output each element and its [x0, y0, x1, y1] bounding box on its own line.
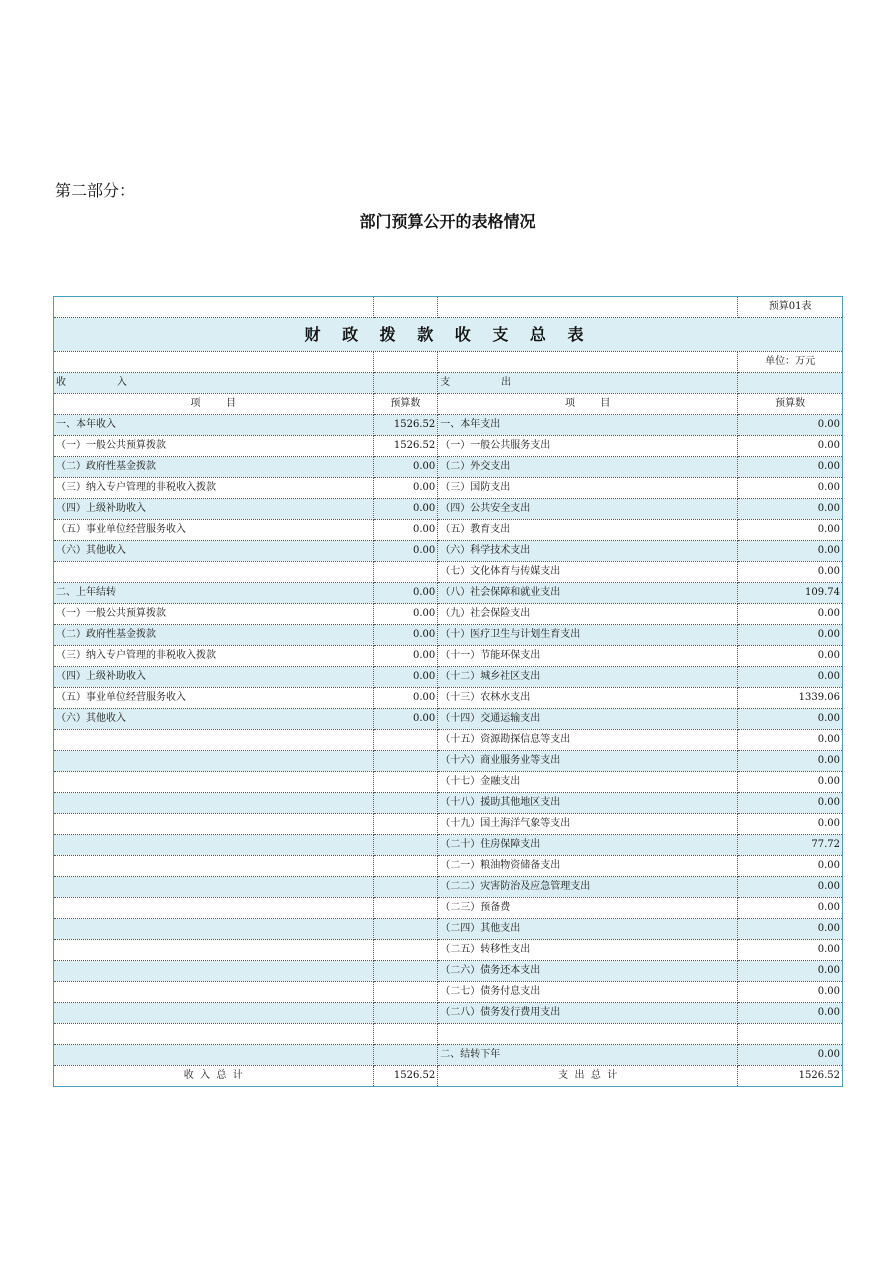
table-row: [54, 604, 843, 625]
expense-item-cell: 二、结转下年: [438, 1045, 738, 1066]
income-budget-cell: 0.00: [373, 604, 438, 625]
income-item-header: 项 目: [54, 394, 374, 415]
income-item-cell: （二）政府性基金拨款: [54, 625, 374, 646]
document-title: 部门预算公开的表格情况: [359, 212, 536, 231]
income-budget-cell: 1526.52: [373, 415, 438, 436]
table-row: [54, 499, 843, 520]
expense-item-cell: （十九）国土海洋气象等支出: [438, 814, 738, 835]
expense-budget-cell: 0.00: [738, 415, 843, 436]
table-row: [54, 940, 843, 961]
expense-budget-cell: 0.00: [738, 772, 843, 793]
income-budget-cell: 0.00: [373, 499, 438, 520]
expense-budget-cell: 109.74: [738, 583, 843, 604]
income-item-cell: （六）其他收入: [54, 541, 374, 562]
expense-budget-cell: 0.00: [738, 814, 843, 835]
income-budget-cell: 0.00: [373, 688, 438, 709]
table-row: [54, 1045, 843, 1066]
table-row: [54, 562, 843, 583]
income-item-cell: [54, 835, 374, 856]
income-budget-cell: [373, 940, 438, 961]
expense-item-cell: （二六）债务还本支出: [438, 961, 738, 982]
income-budget-cell: 0.00: [373, 709, 438, 730]
expense-budget-cell: 0.00: [738, 667, 843, 688]
table-row: [54, 730, 843, 751]
expense-budget-cell: 0.00: [738, 646, 843, 667]
table-row: [54, 982, 843, 1003]
income-item-cell: [54, 982, 374, 1003]
expense-budget-cell: 0.00: [738, 751, 843, 772]
table-row: [54, 856, 843, 877]
income-budget-cell: [373, 961, 438, 982]
expense-budget-cell: 0.00: [738, 436, 843, 457]
income-item-cell: （三）纳入专户管理的非税收入拨款: [54, 646, 374, 667]
table-row: [54, 814, 843, 835]
table-row: [54, 667, 843, 688]
table-row: [54, 772, 843, 793]
income-budget-cell: [373, 919, 438, 940]
expense-item-cell: 一、本年支出: [438, 415, 738, 436]
expense-budget-cell: 0.00: [738, 457, 843, 478]
expense-budget-cell: 0.00: [738, 1003, 843, 1024]
expense-item-cell: （十六）商业服务业等支出: [438, 751, 738, 772]
income-budget-cell: [373, 814, 438, 835]
expense-budget-header: 预算数: [738, 394, 843, 415]
form-number-row: [54, 297, 843, 318]
income-budget-cell: 0.00: [373, 520, 438, 541]
expense-budget-cell: 77.72: [738, 835, 843, 856]
table-row: [54, 1024, 843, 1045]
expense-budget-cell: 0.00: [738, 982, 843, 1003]
total-row: [54, 1066, 843, 1087]
expense-item-cell: （十三）农林水支出: [438, 688, 738, 709]
expense-budget-cell: 0.00: [738, 499, 843, 520]
table-row: [54, 793, 843, 814]
income-item-cell: （三）纳入专户管理的非税收入拨款: [54, 478, 374, 499]
income-item-cell: （五）事业单位经营服务收入: [54, 520, 374, 541]
expense-item-cell: （二四）其他支出: [438, 919, 738, 940]
income-item-cell: （二）政府性基金拨款: [54, 457, 374, 478]
expense-budget-cell: 0.00: [738, 730, 843, 751]
income-budget-cell: [373, 856, 438, 877]
income-item-cell: [54, 940, 374, 961]
expense-budget-cell: 0.00: [738, 709, 843, 730]
table-row: [54, 541, 843, 562]
total-expense-value: 1526.52: [738, 1066, 843, 1087]
expense-item-cell: （十五）资源勘探信息等支出: [438, 730, 738, 751]
unit-label: 单位：万元: [738, 352, 843, 373]
table-row: [54, 919, 843, 940]
income-item-cell: [54, 898, 374, 919]
income-item-cell: [54, 814, 374, 835]
table-row: [54, 688, 843, 709]
income-item-cell: [54, 730, 374, 751]
income-budget-cell: [373, 877, 438, 898]
expense-item-cell: （十八）援助其他地区支出: [438, 793, 738, 814]
expense-budget-cell: 0.00: [738, 1045, 843, 1066]
expense-budget-cell: 0.00: [738, 856, 843, 877]
expense-budget-cell: 0.00: [738, 625, 843, 646]
expense-item-cell: （二十）住房保障支出: [438, 835, 738, 856]
form-number: 预算01表: [738, 297, 843, 318]
income-item-cell: [54, 562, 374, 583]
expense-budget-cell: 0.00: [738, 604, 843, 625]
income-budget-cell: [373, 835, 438, 856]
expense-item-cell: （二七）债务付息支出: [438, 982, 738, 1003]
expense-section-label: 支 出: [438, 373, 738, 394]
expense-item-cell: （九）社会保险支出: [438, 604, 738, 625]
income-item-cell: [54, 772, 374, 793]
income-budget-header: 预算数: [373, 394, 438, 415]
income-budget-cell: [373, 898, 438, 919]
expense-item-header: 项 目: [438, 394, 738, 415]
income-item-cell: （六）其他收入: [54, 709, 374, 730]
unit-row: [54, 352, 843, 373]
section-header-row: [54, 373, 843, 394]
income-budget-cell: [373, 562, 438, 583]
expense-item-cell: （二）外交支出: [438, 457, 738, 478]
table-row: [54, 877, 843, 898]
expense-budget-cell: [738, 1024, 843, 1045]
expense-item-cell: （二一）粮油物资储备支出: [438, 856, 738, 877]
income-section-label: 收 入: [54, 373, 374, 394]
table-row: [54, 835, 843, 856]
income-item-cell: （四）上级补助收入: [54, 499, 374, 520]
income-item-cell: [54, 1045, 374, 1066]
income-budget-cell: [373, 751, 438, 772]
income-item-cell: （四）上级补助收入: [54, 667, 374, 688]
expense-item-cell: （十）医疗卫生与计划生育支出: [438, 625, 738, 646]
income-item-cell: [54, 751, 374, 772]
income-item-cell: [54, 877, 374, 898]
total-income-label: 收 入 总 计: [54, 1066, 374, 1087]
income-budget-cell: [373, 772, 438, 793]
income-budget-cell: [373, 1045, 438, 1066]
income-budget-cell: 0.00: [373, 583, 438, 604]
table-row: [54, 1003, 843, 1024]
part-title: 第二部分：: [55, 181, 136, 200]
income-budget-cell: 0.00: [373, 667, 438, 688]
income-item-cell: 一、本年收入: [54, 415, 374, 436]
expense-item-cell: （三）国防支出: [438, 478, 738, 499]
table-row: [54, 457, 843, 478]
income-item-cell: [54, 919, 374, 940]
expense-item-cell: （七）文化体育与传媒支出: [438, 562, 738, 583]
budget-summary-table: [53, 296, 843, 1087]
table-row: [54, 436, 843, 457]
income-budget-cell: [373, 982, 438, 1003]
income-budget-cell: 0.00: [373, 457, 438, 478]
table-title: 财 政 拨 款 收 支 总 表: [54, 318, 843, 352]
income-item-cell: （一）一般公共预算拨款: [54, 436, 374, 457]
income-item-cell: [54, 961, 374, 982]
expense-item-cell: （八）社会保障和就业支出: [438, 583, 738, 604]
income-budget-cell: 0.00: [373, 646, 438, 667]
expense-budget-cell: 0.00: [738, 478, 843, 499]
table-row: [54, 415, 843, 436]
expense-budget-cell: 0.00: [738, 541, 843, 562]
table-row: [54, 625, 843, 646]
table-row: [54, 646, 843, 667]
income-item-cell: （一）一般公共预算拨款: [54, 604, 374, 625]
expense-budget-cell: 0.00: [738, 961, 843, 982]
expense-budget-cell: 0.00: [738, 520, 843, 541]
income-item-cell: （五）事业单位经营服务收入: [54, 688, 374, 709]
income-item-cell: [54, 793, 374, 814]
expense-item-cell: （二八）债务发行费用支出: [438, 1003, 738, 1024]
expense-item-cell: （五）教育支出: [438, 520, 738, 541]
expense-item-cell: （十一）节能环保支出: [438, 646, 738, 667]
expense-budget-cell: 0.00: [738, 898, 843, 919]
expense-item-cell: [438, 1024, 738, 1045]
expense-item-cell: （一）一般公共服务支出: [438, 436, 738, 457]
income-budget-cell: 0.00: [373, 478, 438, 499]
table-row: [54, 478, 843, 499]
expense-budget-cell: 1339.06: [738, 688, 843, 709]
income-budget-cell: [373, 793, 438, 814]
expense-item-cell: （六）科学技术支出: [438, 541, 738, 562]
table-row: [54, 520, 843, 541]
income-budget-cell: [373, 730, 438, 751]
table-row: [54, 583, 843, 604]
total-expense-label: 支 出 总 计: [438, 1066, 738, 1087]
expense-budget-cell: 0.00: [738, 919, 843, 940]
income-budget-cell: 0.00: [373, 541, 438, 562]
expense-budget-cell: 0.00: [738, 793, 843, 814]
expense-budget-cell: 0.00: [738, 562, 843, 583]
expense-budget-cell: 0.00: [738, 940, 843, 961]
income-item-cell: [54, 1003, 374, 1024]
expense-item-cell: （十七）金融支出: [438, 772, 738, 793]
table-title-row: [54, 318, 843, 352]
income-item-cell: [54, 1024, 374, 1045]
income-budget-cell: 0.00: [373, 625, 438, 646]
table-row: [54, 709, 843, 730]
income-budget-cell: [373, 1003, 438, 1024]
table-row: [54, 961, 843, 982]
column-header-row: [54, 394, 843, 415]
income-item-cell: 二、上年结转: [54, 583, 374, 604]
total-income-value: 1526.52: [373, 1066, 438, 1087]
expense-item-cell: （十二）城乡社区支出: [438, 667, 738, 688]
expense-budget-cell: 0.00: [738, 877, 843, 898]
income-budget-cell: 1526.52: [373, 436, 438, 457]
income-item-cell: [54, 856, 374, 877]
table-row: [54, 898, 843, 919]
expense-item-cell: （四）公共安全支出: [438, 499, 738, 520]
expense-item-cell: （十四）交通运输支出: [438, 709, 738, 730]
table-row: [54, 751, 843, 772]
expense-item-cell: （二五）转移性支出: [438, 940, 738, 961]
income-budget-cell: [373, 1024, 438, 1045]
expense-item-cell: （二三）预备费: [438, 898, 738, 919]
expense-item-cell: （二二）灾害防治及应急管理支出: [438, 877, 738, 898]
